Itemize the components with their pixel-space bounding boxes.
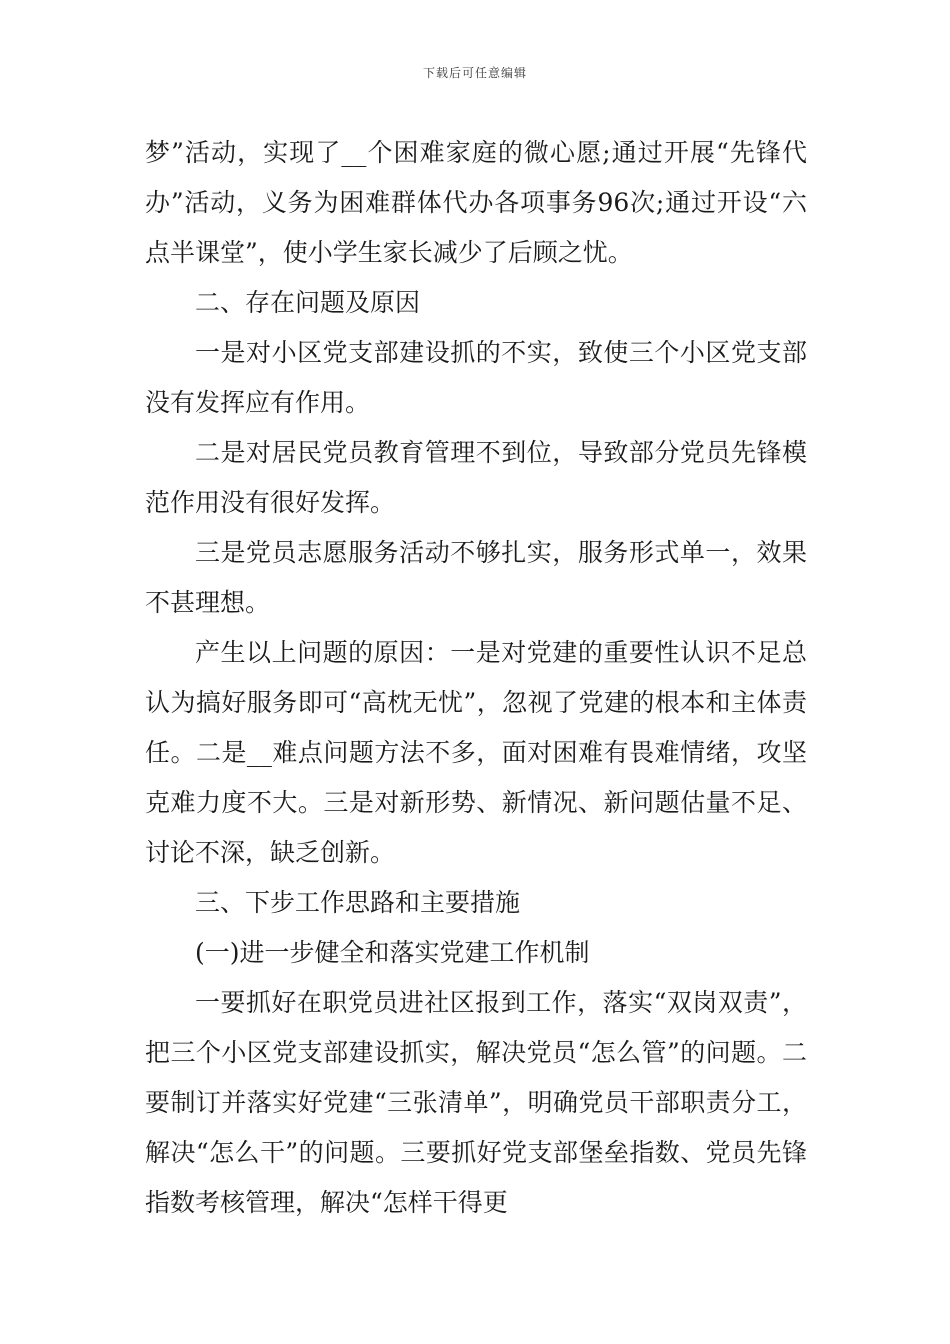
paragraph-continuation: 梦”活动，实现了__个困难家庭的微心愿;通过开展“先锋代办”活动，义务为困难群体代办各项事务96次;通过开设“六点半课堂”，使小学生家长减少了后顾之忧。 bbox=[145, 138, 807, 267]
section-heading-next-steps: 三、下步工作思路和主要措施 bbox=[195, 888, 521, 917]
page-header: 下载后可任意编辑 bbox=[422, 66, 527, 80]
section-heading-problems: 二、存在问题及原因 bbox=[195, 288, 421, 317]
subsection-heading-mechanism: (一)进一步健全和落实党建工作机制 bbox=[195, 938, 590, 967]
paragraph-causes: 产生以上问题的原因：一是对党建的重要性认识不足总认为搞好服务即可“高枕无忧”，忽视了党建的根本和主体责任。二是__难点问题方法不多，面对困难有畏难情绪，攻坚克难力度不大。三是对新形势、新情况、新问题估量不足、讨论不深，缺乏创新。 bbox=[145, 638, 807, 867]
paragraph-problem-3: 三是党员志愿服务活动不够扎实，服务形式单一，效果不甚理想。 bbox=[145, 538, 807, 617]
document-body bbox=[145, 128, 807, 1228]
paragraph-measures: 一要抓好在职党员进社区报到工作，落实“双岗双责”，把三个小区党支部建设抓实，解决党员“怎么管”的问题。二要制订并落实好党建“三张清单”，明确党员干部职责分工，解决“怎么干”的问题。三要抓好党支部堡垒指数、党员先锋指数考核管理，解决“怎样干得更 bbox=[145, 988, 807, 1217]
paragraph-problem-1: 一是对小区党支部建设抓的不实，致使三个小区党支部没有发挥应有作用。 bbox=[145, 338, 807, 417]
paragraph-problem-2: 二是对居民党员教育管理不到位，导致部分党员先锋模范作用没有很好发挥。 bbox=[145, 438, 807, 517]
